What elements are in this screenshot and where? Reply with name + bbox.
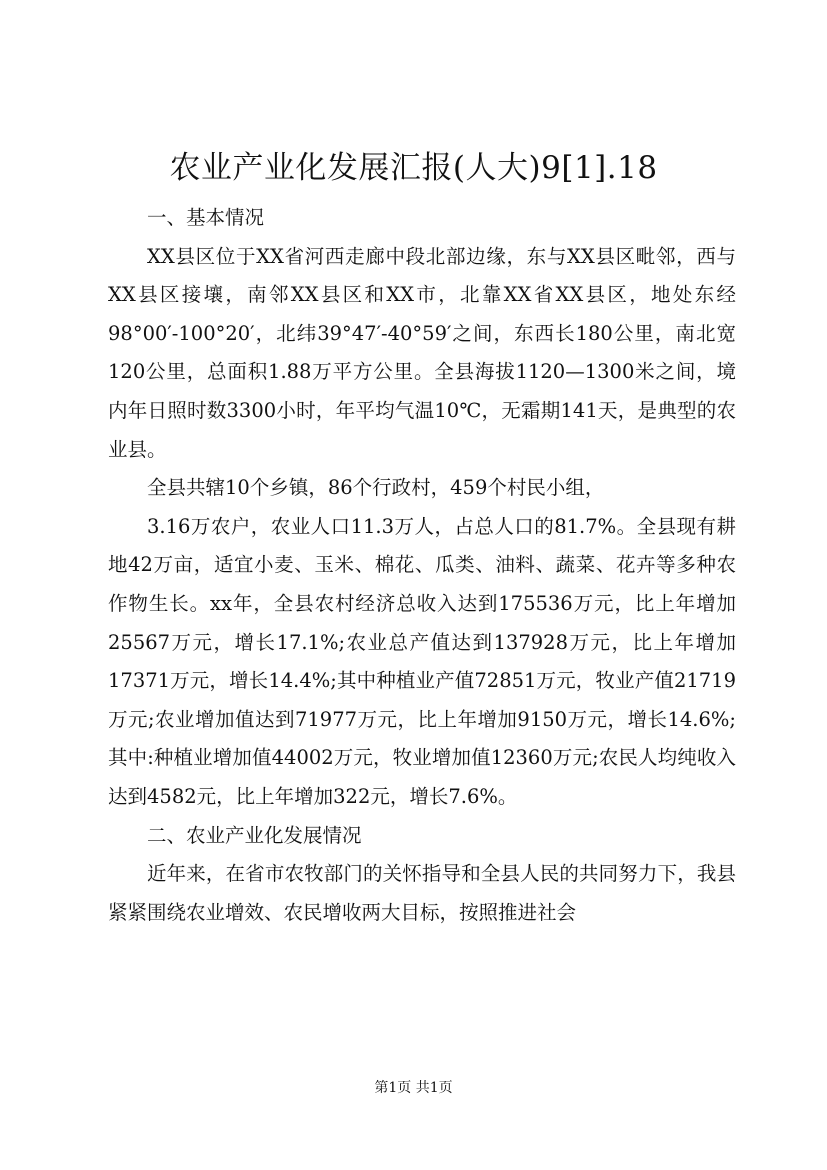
paragraph-recent-years: 近年来，在省市农牧部门的关怀指导和全县人民的共同努力下，我县紧紧围绕农业增效、农民增收两大目标，按照推进社会 [108, 862, 736, 924]
section-heading-basic-situation: 一、基本情况 [147, 206, 265, 229]
document-title: 农业产业化发展汇报(人大)9[1].18 [169, 150, 658, 186]
document-body [108, 199, 736, 932]
paragraph-administration: 全县共辖10个乡镇，86个行政村，459个村民小组， [147, 476, 605, 500]
paragraph-economy: 3.16万农户，农业人口11.3万人，占总人口的81.7%。全县现有耕地42万亩，适宜小麦、玉米、棉花、瓜类、油料、蔬菜、花卉等多种农作物生长。xx年，全县农村经济总收入达到175536万元，比上年增加25567万元，增长17.1%;农业总产值达到137928万元，比上年增加17371万元，增长14.4%;其中种植业产值72851万元，牧业产值21719万元;农业增加值达到71977万元，比上年增加9150万元，增长14.6%;其中:种植业增加值44002万元，牧业增加值12360万元;农民人均纯收入达到4582元，比上年增加322元，增长7.6%。 [108, 514, 736, 808]
section-heading-industrialization: 二、农业产业化发展情况 [147, 823, 362, 847]
page-number-footer: 第1页 共1页 [374, 1080, 453, 1096]
paragraph-location: XX县区位于XX省河西走廊中段北部边缘，东与XX县区毗邻，西与XX县区接壤，南邻XX县区和XX市，北靠XX省XX县区，地处东经98°00′-100°20′，北纬39°47′-40°59′之间，东西长180公里，南北宽120公里，总面积1.88万平方公里。全县海拔1120—1300米之间，境内年日照时数3300小时，年平均气温10℃，无霜期141天，是典型的农业县。 [108, 244, 736, 461]
